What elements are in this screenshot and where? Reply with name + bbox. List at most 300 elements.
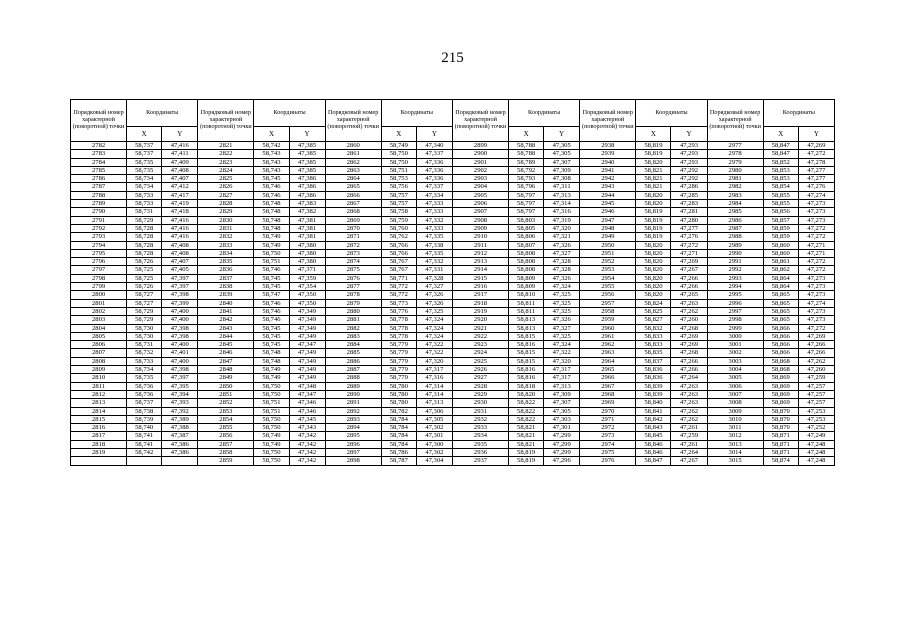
coordinate-y: 47,313 xyxy=(544,191,580,199)
point-number: 2876 xyxy=(325,274,381,282)
coordinate-y: 47,349 xyxy=(289,366,325,374)
point-number: 2910 xyxy=(452,233,508,241)
coordinate-y: 47,354 xyxy=(289,283,325,291)
coordinate-x: 58,746 xyxy=(254,183,289,191)
point-number: 2924 xyxy=(452,349,508,357)
coordinate-x: 58,784 xyxy=(381,432,416,440)
coordinate-x: 58,776 xyxy=(381,307,416,315)
coordinate-x: 58,820 xyxy=(636,283,671,291)
coordinate-x: 58,865 xyxy=(763,299,798,307)
coordinate-x: 58,833 xyxy=(636,332,671,340)
coordinate-x: 58,836 xyxy=(636,374,671,382)
point-number: 2883 xyxy=(325,332,381,340)
point-number: 2951 xyxy=(580,249,636,257)
coordinate-x: 58,788 xyxy=(509,142,544,150)
point-number: 2874 xyxy=(325,258,381,266)
coordinate-x: 58,847 xyxy=(763,150,798,158)
coordinate-x: 58,750 xyxy=(381,158,416,166)
coordinate-y: 47,263 xyxy=(671,299,707,307)
point-number: 2800 xyxy=(71,291,127,299)
coordinate-x: 58,735 xyxy=(127,166,162,174)
point-number: 2808 xyxy=(71,357,127,365)
point-number: 2802 xyxy=(71,307,127,315)
coordinate-y: 47,305 xyxy=(544,150,580,158)
point-number: 2801 xyxy=(71,299,127,307)
coordinate-x: 58,748 xyxy=(254,208,289,216)
coordinate-x: 58,749 xyxy=(254,374,289,382)
coordinate-x: 58,816 xyxy=(509,374,544,382)
coordinate-x: 58,725 xyxy=(127,274,162,282)
coordinate-x: 58,782 xyxy=(381,407,416,415)
point-number: 2782 xyxy=(71,142,127,150)
coordinate-y: 47,293 xyxy=(671,142,707,150)
coordinate-x: 58,807 xyxy=(509,241,544,249)
coordinate-y: 47,261 xyxy=(671,440,707,448)
coordinate-y: 47,273 xyxy=(798,291,834,299)
coordinate-x: 58,821 xyxy=(636,175,671,183)
coordinate-x: 58,728 xyxy=(127,233,162,241)
point-number: 3012 xyxy=(707,432,763,440)
coordinate-x: 58,737 xyxy=(127,142,162,150)
table-row xyxy=(71,341,835,349)
point-number: 2979 xyxy=(707,158,763,166)
header-x: X xyxy=(381,127,416,142)
coordinate-y: 47,248 xyxy=(798,457,834,465)
table-row xyxy=(71,233,835,241)
point-number: 2960 xyxy=(580,324,636,332)
coordinates-table xyxy=(70,99,835,466)
coordinate-x: 58,736 xyxy=(127,382,162,390)
point-number: 2953 xyxy=(580,266,636,274)
coordinate-y: 47,419 xyxy=(162,200,198,208)
coordinate-y: 47,349 xyxy=(289,349,325,357)
coordinate-x: 58,735 xyxy=(127,158,162,166)
coordinate-y: 47,326 xyxy=(544,274,580,282)
point-number: 2898 xyxy=(325,457,381,465)
coordinate-y: 47,286 xyxy=(671,183,707,191)
coordinate-y: 47,266 xyxy=(798,349,834,357)
coordinate-y: 47,342 xyxy=(289,457,325,465)
coordinate-x: 58,816 xyxy=(509,366,544,374)
coordinate-x: 58,745 xyxy=(254,274,289,282)
coordinate-y: 47,263 xyxy=(671,390,707,398)
coordinate-x: 58,732 xyxy=(127,349,162,357)
coordinate-y: 47,273 xyxy=(798,283,834,291)
table-row xyxy=(71,291,835,299)
point-number: 2892 xyxy=(325,407,381,415)
coordinate-y: 47,417 xyxy=(162,191,198,199)
point-number: 2923 xyxy=(452,341,508,349)
coordinate-y: 47,337 xyxy=(416,150,452,158)
table-row xyxy=(71,448,835,456)
table-row xyxy=(71,399,835,407)
table-row xyxy=(71,183,835,191)
point-number: 2812 xyxy=(71,390,127,398)
coordinate-y: 47,400 xyxy=(162,341,198,349)
coordinate-y: 47,332 xyxy=(416,216,452,224)
coordinate-x: 58,767 xyxy=(381,258,416,266)
point-number: 2886 xyxy=(325,357,381,365)
coordinate-y: 47,418 xyxy=(162,208,198,216)
coordinate-y: 47,314 xyxy=(416,382,452,390)
coordinate-y: 47,261 xyxy=(671,424,707,432)
coordinate-x: 58,750 xyxy=(254,415,289,423)
point-number: 2846 xyxy=(198,349,254,357)
coordinate-y: 47,271 xyxy=(671,249,707,257)
coordinate-x: 58,778 xyxy=(381,332,416,340)
point-number: 2933 xyxy=(452,424,508,432)
coordinate-x: 58,861 xyxy=(763,258,798,266)
coordinate-x: 58,819 xyxy=(509,457,544,465)
coordinate-x: 58,734 xyxy=(127,175,162,183)
coordinate-y: 47,269 xyxy=(671,258,707,266)
coordinate-x: 58,860 xyxy=(763,249,798,257)
coordinate-x: 58,809 xyxy=(509,274,544,282)
point-number: 3010 xyxy=(707,415,763,423)
point-number: 2991 xyxy=(707,258,763,266)
point-number: 2935 xyxy=(452,440,508,448)
point-number: 2943 xyxy=(580,183,636,191)
coordinate-y: 47,347 xyxy=(289,390,325,398)
coordinate-y: 47,349 xyxy=(289,332,325,340)
coordinate-y: 47,272 xyxy=(798,224,834,232)
coordinate-y: 47,386 xyxy=(289,183,325,191)
coordinate-y: 47,314 xyxy=(544,200,580,208)
coordinate-x: 58,870 xyxy=(763,415,798,423)
coordinate-x: 58,865 xyxy=(763,291,798,299)
coordinate-y: 47,262 xyxy=(671,307,707,315)
point-number: 2983 xyxy=(707,191,763,199)
coordinate-y: 47,322 xyxy=(416,349,452,357)
coordinate-y: 47,322 xyxy=(416,341,452,349)
coordinate-x: 58,748 xyxy=(254,224,289,232)
point-number: 2852 xyxy=(198,399,254,407)
coordinate-y: 47,327 xyxy=(416,283,452,291)
point-number: 2889 xyxy=(325,382,381,390)
coordinate-y: 47,309 xyxy=(544,166,580,174)
coordinate-y: 47,292 xyxy=(671,175,707,183)
coordinate-y: 47,272 xyxy=(798,150,834,158)
point-number: 2998 xyxy=(707,316,763,324)
coordinate-y: 47,328 xyxy=(544,266,580,274)
coordinate-y: 47,395 xyxy=(162,382,198,390)
point-number: 2995 xyxy=(707,291,763,299)
header-x: X xyxy=(509,127,544,142)
header-point-number: Порядковый номер характерной (поворотной) точки xyxy=(198,100,254,142)
point-number: 2992 xyxy=(707,266,763,274)
coordinate-x: 58,772 xyxy=(381,291,416,299)
coordinate-x: 58,815 xyxy=(509,332,544,340)
coordinate-x: 58,821 xyxy=(509,440,544,448)
coordinate-y: 47,266 xyxy=(671,283,707,291)
coordinate-y: 47,293 xyxy=(671,158,707,166)
point-number: 2948 xyxy=(580,224,636,232)
table-row xyxy=(71,283,835,291)
coordinate-x: 58,866 xyxy=(763,332,798,340)
coordinate-y: 47,313 xyxy=(544,382,580,390)
coordinate-x: 58,825 xyxy=(636,307,671,315)
point-number: 2791 xyxy=(71,216,127,224)
point-number: 2823 xyxy=(198,158,254,166)
coordinate-x: 58,811 xyxy=(509,299,544,307)
coordinate-x: 58,869 xyxy=(763,399,798,407)
coordinate-x: 58,832 xyxy=(636,324,671,332)
point-number: 2834 xyxy=(198,249,254,257)
coordinate-y: 47,411 xyxy=(162,150,198,158)
point-number: 3003 xyxy=(707,357,763,365)
coordinate-x: 58,746 xyxy=(254,316,289,324)
coordinate-x: 58,780 xyxy=(381,390,416,398)
coordinate-x: 58,728 xyxy=(127,249,162,257)
coordinate-x: 58,749 xyxy=(381,142,416,150)
coordinate-x: 58,730 xyxy=(127,332,162,340)
point-number: 2970 xyxy=(580,407,636,415)
coordinate-y: 47,380 xyxy=(289,241,325,249)
coordinate-y: 47,342 xyxy=(289,432,325,440)
coordinate-x: 58,772 xyxy=(381,283,416,291)
point-number: 2918 xyxy=(452,299,508,307)
table-row xyxy=(71,299,835,307)
coordinate-y: 47,349 xyxy=(289,307,325,315)
header-point-number: Порядковый номер характерной (поворотной) точки xyxy=(707,100,763,142)
coordinate-x: 58,742 xyxy=(254,142,289,150)
coordinate-y: 47,280 xyxy=(671,216,707,224)
point-number: 2922 xyxy=(452,332,508,340)
coordinate-x: 58,784 xyxy=(381,440,416,448)
point-number: 2879 xyxy=(325,299,381,307)
point-number: 2919 xyxy=(452,307,508,315)
point-number: 2807 xyxy=(71,349,127,357)
point-number: 2828 xyxy=(198,200,254,208)
point-number: 2999 xyxy=(707,324,763,332)
coordinate-x: 58,833 xyxy=(636,341,671,349)
point-number: 2869 xyxy=(325,216,381,224)
point-number: 2975 xyxy=(580,448,636,456)
coordinate-x: 58,789 xyxy=(509,158,544,166)
coordinate-y: 47,274 xyxy=(798,299,834,307)
point-number: 2962 xyxy=(580,341,636,349)
coordinate-x: 58,780 xyxy=(381,382,416,390)
coordinate-y: 47,320 xyxy=(544,357,580,365)
coordinate-y: 47,328 xyxy=(416,274,452,282)
header-coordinates: Координаты xyxy=(254,100,325,127)
point-number: 2997 xyxy=(707,307,763,315)
point-number: 2836 xyxy=(198,266,254,274)
coordinate-x: 58,815 xyxy=(509,349,544,357)
coordinate-x: 58,766 xyxy=(381,249,416,257)
point-number: 2789 xyxy=(71,200,127,208)
table-row xyxy=(71,316,835,324)
coordinate-x: 58,759 xyxy=(381,216,416,224)
point-number: 2854 xyxy=(198,415,254,423)
coordinate-x: 58,852 xyxy=(763,158,798,166)
point-number: 2988 xyxy=(707,233,763,241)
coordinate-y: 47,324 xyxy=(416,324,452,332)
point-number: 2806 xyxy=(71,341,127,349)
coordinate-x: 58,870 xyxy=(763,407,798,415)
point-number: 3004 xyxy=(707,366,763,374)
coordinate-y: 47,407 xyxy=(162,175,198,183)
coordinate-y: 47,325 xyxy=(544,291,580,299)
table-row xyxy=(71,440,835,448)
point-number: 2903 xyxy=(452,175,508,183)
coordinate-y: 47,272 xyxy=(798,233,834,241)
point-number: 2805 xyxy=(71,332,127,340)
coordinate-x: 58,727 xyxy=(127,299,162,307)
coordinate-x: 58,748 xyxy=(254,216,289,224)
coordinate-x: 58,824 xyxy=(636,299,671,307)
point-number: 2845 xyxy=(198,341,254,349)
point-number: 2937 xyxy=(452,457,508,465)
coordinate-x: 58,853 xyxy=(763,166,798,174)
header-y: Y xyxy=(798,127,834,142)
coordinate-x: 58,726 xyxy=(127,283,162,291)
point-number: 2987 xyxy=(707,224,763,232)
coordinate-y: 47,335 xyxy=(416,233,452,241)
coordinate-y: 47,383 xyxy=(289,200,325,208)
coordinate-x: 58,743 xyxy=(254,150,289,158)
coordinate-x: 58,747 xyxy=(254,291,289,299)
coordinate-x: 58,820 xyxy=(509,390,544,398)
coordinate-y: 47,381 xyxy=(289,216,325,224)
coordinate-x: 58,811 xyxy=(509,307,544,315)
point-number: 2872 xyxy=(325,241,381,249)
point-number: 3001 xyxy=(707,341,763,349)
point-number: 2827 xyxy=(198,191,254,199)
coordinate-x: 58,819 xyxy=(636,142,671,150)
coordinate-x: 58,733 xyxy=(127,191,162,199)
point-number: 2996 xyxy=(707,299,763,307)
coordinate-x: 58,866 xyxy=(763,341,798,349)
coordinate-x: 58,871 xyxy=(763,432,798,440)
coordinate-y: 47,299 xyxy=(544,432,580,440)
coordinate-x: 58,871 xyxy=(763,448,798,456)
coordinate-y: 47,398 xyxy=(162,324,198,332)
point-number: 2837 xyxy=(198,274,254,282)
point-number: 2859 xyxy=(198,457,254,465)
coordinate-y: 47,385 xyxy=(289,158,325,166)
point-number: 2784 xyxy=(71,158,127,166)
coordinate-x: 58,847 xyxy=(636,457,671,465)
coordinate-x: 58,843 xyxy=(636,424,671,432)
point-number: 2904 xyxy=(452,183,508,191)
coordinate-y: 47,311 xyxy=(544,183,580,191)
point-number: 2961 xyxy=(580,332,636,340)
point-number: 2939 xyxy=(580,150,636,158)
coordinate-y: 47,262 xyxy=(798,357,834,365)
coordinate-y: 47,345 xyxy=(289,415,325,423)
point-number: 2857 xyxy=(198,440,254,448)
coordinate-x: 58,866 xyxy=(763,349,798,357)
coordinate-x: 58,819 xyxy=(636,216,671,224)
coordinate-x: 58,750 xyxy=(254,249,289,257)
point-number: 2908 xyxy=(452,216,508,224)
point-number: 2899 xyxy=(452,142,508,150)
coordinate-y: 47,307 xyxy=(544,399,580,407)
point-number: 2958 xyxy=(580,307,636,315)
table-row xyxy=(71,150,835,158)
coordinate-y: 47,259 xyxy=(671,432,707,440)
coordinate-y: 47,305 xyxy=(416,415,452,423)
coordinate-x: 58,735 xyxy=(127,374,162,382)
point-number: 2839 xyxy=(198,291,254,299)
point-number xyxy=(71,457,127,465)
coordinate-y: 47,293 xyxy=(671,150,707,158)
coordinate-x: 58,740 xyxy=(127,424,162,432)
coordinate-y: 47,336 xyxy=(416,158,452,166)
point-number: 2938 xyxy=(580,142,636,150)
coordinate-y: 47,248 xyxy=(798,448,834,456)
header-x: X xyxy=(254,127,289,142)
point-number: 2794 xyxy=(71,241,127,249)
coordinate-y: 47,340 xyxy=(416,142,452,150)
coordinate-y: 47,388 xyxy=(162,424,198,432)
point-number: 2950 xyxy=(580,241,636,249)
coordinate-y: 47,320 xyxy=(416,357,452,365)
coordinate-x: 58,820 xyxy=(636,291,671,299)
coordinate-x: 58,822 xyxy=(509,399,544,407)
coordinate-y: 47,331 xyxy=(416,266,452,274)
coordinate-y: 47,271 xyxy=(798,241,834,249)
table-row xyxy=(71,432,835,440)
coordinate-y: 47,301 xyxy=(544,424,580,432)
coordinate-y: 47,269 xyxy=(671,341,707,349)
coordinate-y: 47,346 xyxy=(289,399,325,407)
coordinate-x: 58,750 xyxy=(254,457,289,465)
table-row xyxy=(71,324,835,332)
coordinate-y: 47,381 xyxy=(289,233,325,241)
header-point-number: Порядковый номер характерной (поворотной) точки xyxy=(452,100,508,142)
coordinate-x: 58,855 xyxy=(763,191,798,199)
coordinate-x: 58,733 xyxy=(127,357,162,365)
coordinate-x: 58,751 xyxy=(381,166,416,174)
coordinate-y: 47,325 xyxy=(416,307,452,315)
coordinate-x: 58,749 xyxy=(254,432,289,440)
coordinate-y: 47,309 xyxy=(544,390,580,398)
point-number: 2945 xyxy=(580,200,636,208)
coordinate-x: 58,739 xyxy=(127,415,162,423)
coordinate-y: 47,257 xyxy=(798,399,834,407)
coordinate-x: 58,797 xyxy=(509,200,544,208)
point-number: 2981 xyxy=(707,175,763,183)
coordinate-x: 58,778 xyxy=(381,316,416,324)
table-row xyxy=(71,224,835,232)
coordinate-x: 58,874 xyxy=(763,457,798,465)
coordinate-x: 58,820 xyxy=(636,274,671,282)
point-number: 2790 xyxy=(71,208,127,216)
coordinate-y: 47,336 xyxy=(416,175,452,183)
coordinate-x: 58,860 xyxy=(763,241,798,249)
coordinate-y: 47,397 xyxy=(162,374,198,382)
coordinate-x: 58,836 xyxy=(636,366,671,374)
coordinate-x: 58,818 xyxy=(509,382,544,390)
table-row xyxy=(71,332,835,340)
table-header xyxy=(71,100,835,142)
coordinate-y xyxy=(162,457,198,465)
coordinate-x: 58,837 xyxy=(636,357,671,365)
point-number: 2871 xyxy=(325,233,381,241)
point-number: 2957 xyxy=(580,299,636,307)
coordinate-x: 58,813 xyxy=(509,316,544,324)
coordinate-y: 47,416 xyxy=(162,233,198,241)
point-number: 2967 xyxy=(580,382,636,390)
coordinate-x: 58,868 xyxy=(763,357,798,365)
point-number: 2921 xyxy=(452,324,508,332)
coordinate-y: 47,269 xyxy=(671,332,707,340)
coordinate-y: 47,409 xyxy=(162,158,198,166)
coordinate-x: 58,821 xyxy=(509,432,544,440)
point-number: 2894 xyxy=(325,424,381,432)
